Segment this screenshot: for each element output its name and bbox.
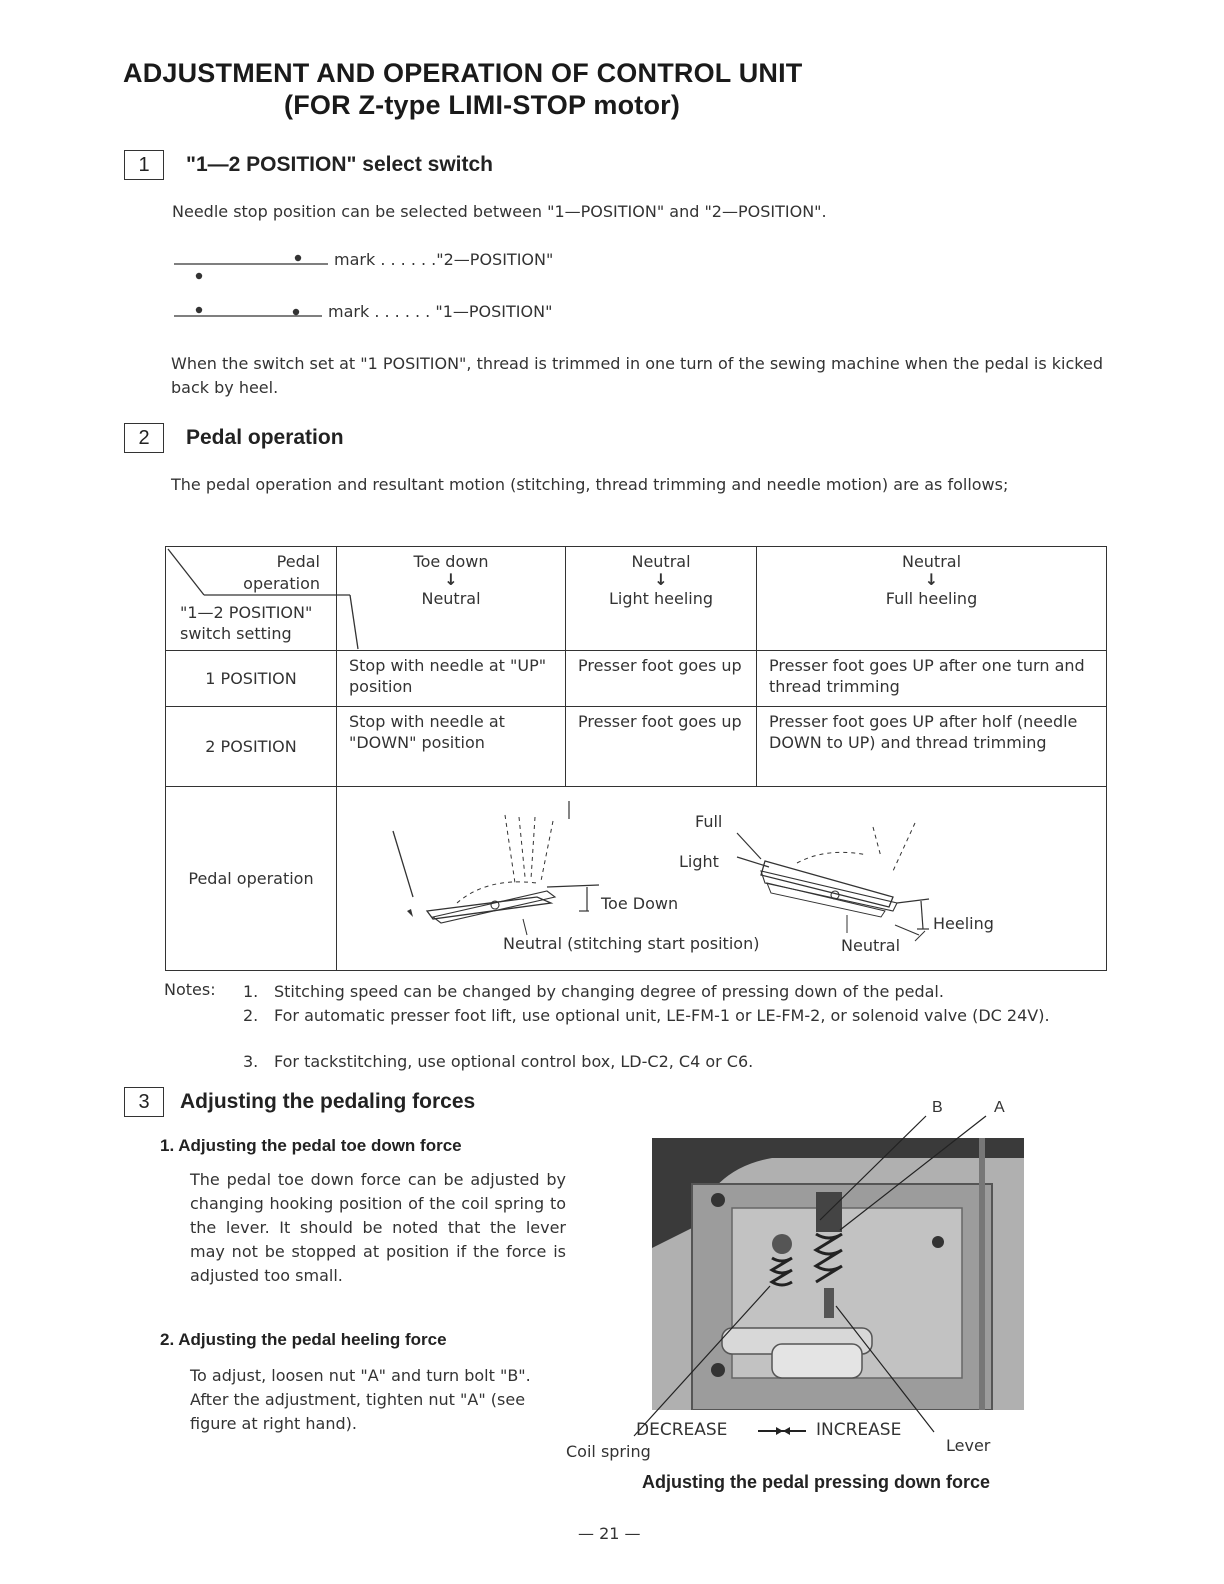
figure-label-full: Full — [695, 812, 723, 831]
note-2-number: 2. — [243, 1006, 259, 1025]
col3-to: Full heeling — [885, 589, 978, 608]
switch-mark-diagram — [170, 246, 330, 321]
label-coil-spring: Coil spring — [566, 1442, 651, 1461]
section1-note: When the switch set at "1 POSITION", thread is trimmed in one turn of the sewing machine when the pedal is kicked back by heel. — [171, 354, 1103, 397]
double-arrow-icon — [756, 1426, 808, 1436]
photo-caption: Adjusting the pedal pressing down force — [642, 1472, 991, 1492]
sub-heading-toe-down: 1. Adjusting the pedal toe down force — [160, 1136, 462, 1155]
mark-2-position: mark . . . . . ."2—POSITION" — [334, 250, 554, 269]
label-increase: INCREASE — [816, 1420, 902, 1440]
col3-from: Neutral — [901, 552, 962, 571]
figure-label-light: Light — [679, 852, 719, 871]
sub-text-toe-down: The pedal toe down force can be adjusted by changing hooking position of the coil spring to the lever. It should be noted that the lever may not be stopped at position if the force is adjusted too small. — [190, 1170, 566, 1285]
header-light-heeling — [566, 547, 757, 651]
table-corner-cell — [166, 547, 337, 651]
corner-switch-setting: switch setting — [180, 624, 292, 643]
row-1-position-label: 1 POSITION — [166, 651, 337, 707]
col2-to: Light heeling — [608, 589, 714, 608]
header-full-heeling — [757, 547, 1107, 651]
mark-1-position: mark . . . . . . "1—POSITION" — [328, 302, 553, 321]
figure-label-neutral-start: Neutral (stitching start position) — [503, 934, 760, 953]
row1-full-heeling: Presser foot goes UP after one turn and thread trimming — [757, 651, 1107, 707]
section-number-3: 3 — [124, 1087, 164, 1117]
page-title: ADJUSTMENT AND OPERATION OF CONTROL UNIT — [123, 58, 803, 88]
arrow-down-icon: ↓ — [654, 570, 668, 589]
figure-label-neutral: Neutral — [841, 936, 901, 955]
pedal-operation-table — [165, 546, 1107, 971]
corner-pedal-operation: Pedal operation — [243, 552, 320, 593]
row-2-position-label: 2 POSITION — [166, 707, 337, 787]
label-a: A — [994, 1099, 1005, 1116]
photo-callout-lines — [600, 1110, 1020, 1450]
section1-intro: Needle stop position can be selected between "1—POSITION" and "2—POSITION". — [172, 202, 827, 221]
section-number-1: 1 — [124, 150, 164, 180]
note-2-text: For automatic presser foot lift, use optional unit, LE-FM-1 or LE-FM-2, or solenoid valve (DC 24V). — [274, 1006, 1050, 1025]
col1-from: Toe down — [413, 552, 489, 571]
row2-light-heeling: Presser foot goes up — [566, 707, 757, 787]
page-subtitle: (FOR Z-type LIMI-STOP motor) — [284, 90, 681, 120]
row1-toe-down: Stop with needle at "UP" position — [337, 651, 566, 707]
note-1-number: 1. — [243, 982, 259, 1001]
figure-label-heeling: Heeling — [933, 914, 994, 933]
label-decrease: DECREASE — [636, 1420, 728, 1440]
page-number: — 21 — — [578, 1524, 641, 1543]
sub-heading-heeling: 2. Adjusting the pedal heeling force — [160, 1330, 447, 1349]
label-b: B — [932, 1099, 943, 1116]
section-heading-3: Adjusting the pedaling forces — [180, 1090, 476, 1113]
notes-label: Notes: — [164, 980, 216, 999]
note-3-text: For tackstitching, use optional control box, LD-C2, C4 or C6. — [274, 1052, 754, 1071]
figure-label-toe-down: Toe Down — [601, 894, 679, 913]
corner-switch-label: "1—2 POSITION" — [180, 603, 313, 622]
row1-light-heeling: Presser foot goes up — [566, 651, 757, 707]
pedal-operation-figure-cell — [337, 787, 1107, 971]
row-pedal-operation-label: Pedal operation — [166, 787, 337, 971]
section-heading-2: Pedal operation — [186, 426, 344, 449]
label-lever: Lever — [946, 1436, 991, 1455]
row2-full-heeling: Presser foot goes UP after holf (needle DOWN to UP) and thread trimming — [757, 707, 1107, 787]
note-3-number: 3. — [243, 1052, 259, 1071]
note-1-text: Stitching speed can be changed by changing degree of pressing down of the pedal. — [274, 982, 944, 1001]
row2-toe-down: Stop with needle at "DOWN" position — [337, 707, 566, 787]
col1-to: Neutral — [421, 589, 481, 608]
section2-intro: The pedal operation and resultant motion (stitching, thread trimming and needle motion) are as follows; — [171, 475, 1009, 494]
sub-text-heeling: To adjust, loosen nut "A" and turn bolt "B". After the adjustment, tighten nut "A" (see figure at right hand). — [190, 1366, 531, 1433]
section-heading-1: "1—2 POSITION" select switch — [186, 153, 494, 176]
col2-from: Neutral — [631, 552, 691, 571]
section-number-2: 2 — [124, 423, 164, 453]
arrow-down-icon: ↓ — [924, 570, 939, 589]
header-toe-down — [337, 547, 566, 651]
arrow-down-icon: ↓ — [444, 570, 458, 589]
